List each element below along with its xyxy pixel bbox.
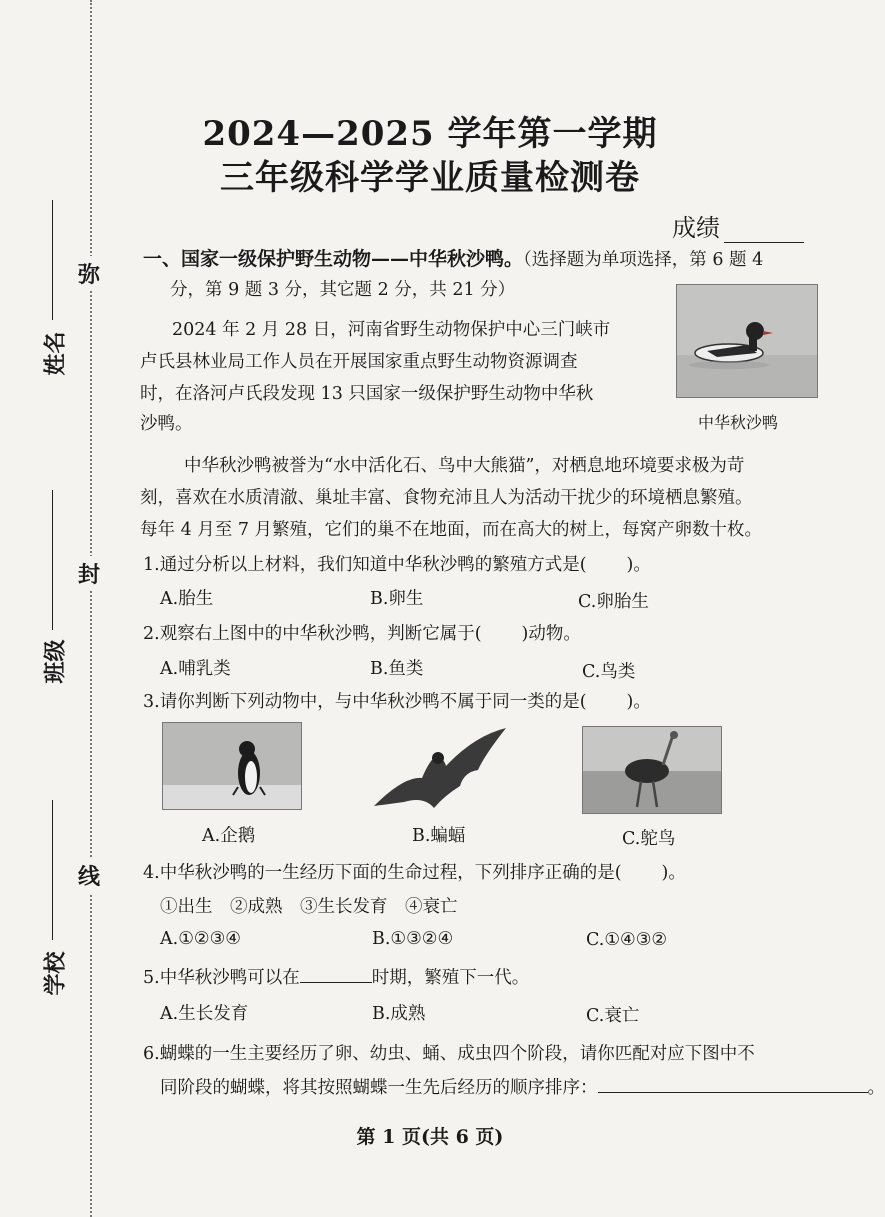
q4-option-a[interactable]: A.①②③④ [160,929,241,949]
seal-char-xian: 线 [78,858,100,893]
q6-end: 。 [867,1078,885,1098]
duck-photo-caption: 中华秋沙鸭 [698,413,779,432]
q4-stem-a: 4.中华秋沙鸭的一生经历下面的生命过程，下列排序正确的是( [143,863,622,883]
para1-line2: 卢氏县林业局工作人员在开展国家重点野生动物资源调查 [140,352,578,372]
section1-instructions-a: （选择题为单项选择，第 6 题 4 [523,250,764,270]
para1-line1: 2024 年 2 月 28 日，河南省野生动物保护中心三门峡市 [172,320,611,340]
duck-image [677,285,817,397]
penguin-photo [162,722,302,810]
para2-line2: 刻，喜欢在水质清澈、巢址丰富、食物充沛且人为活动干扰少的环境栖息繁殖。 [140,488,753,508]
q3-option-b[interactable]: B.蝙蝠 [412,826,466,846]
q6-line2-text: 同阶段的蝴蝶，将其按照蝴蝶一生先后经历的顺序排序： [160,1078,598,1098]
q5-answer-blank[interactable] [300,966,372,983]
q5-option-c[interactable]: C.衰亡 [586,1006,640,1026]
q1-option-b[interactable]: B.卵生 [370,589,424,609]
page-title-line1: 2024—2025 学年第一学期 [202,114,658,154]
q2-stem [143,620,581,645]
page-number: 第 1 页(共 6 页) [356,1126,504,1148]
q5-stem [143,964,529,989]
q4-option-c[interactable]: C.①④③② [586,930,668,950]
q6-line2 [160,1074,885,1099]
q2-option-b[interactable]: B.鱼类 [370,659,424,679]
q4-option-b[interactable]: B.①③②④ [372,929,454,949]
q2-stem-a: 2.观察右上图中的中华秋沙鸭，判断它属于( [143,624,482,644]
penguin-image [163,723,301,809]
seal-char-feng: 封 [78,556,100,591]
q1-stem [143,551,651,576]
q1-stem-b: )。 [626,555,651,575]
q6-answer-blank[interactable] [598,1076,868,1093]
bat-photo [374,726,508,810]
seal-char-mi: 弥 [78,256,100,291]
q3-stem-a: 3.请你判断下列动物中，与中华秋沙鸭不属于同一类的是( [143,692,587,712]
duck-photo [676,284,818,398]
name-label: 姓名 [42,331,69,376]
ostrich-image [583,727,721,813]
q5-stem-b: 时期，繁殖下一代。 [371,968,530,988]
section1-heading: 一、国家一级保护野生动物——中华秋沙鸭。 [143,248,524,270]
para1-line3: 时，在洛河卢氏段发现 13 只国家一级保护野生动物中华秋 [140,384,594,404]
class-label: 班级 [42,639,69,684]
q5-option-b[interactable]: B.成熟 [372,1004,426,1024]
score-field [672,208,804,243]
q2-option-a[interactable]: A.哺乳类 [160,659,231,679]
q2-option-c[interactable]: C.鸟类 [582,662,636,682]
q5-option-a[interactable]: A.生长发育 [160,1004,249,1024]
q5-stem-a: 5.中华秋沙鸭可以在 [143,968,300,988]
q4-stages: ①出生 ②成熟 ③生长发育 ④衰亡 [160,897,458,917]
page-title-line2: 三年级科学学业质量检测卷 [220,158,640,198]
para2-line1: 中华秋沙鸭被誉为“水中活化石、鸟中大熊猫”，对栖息地环境要求极为苛 [184,456,745,476]
ostrich-photo [582,726,722,814]
score-label: 成绩 [672,214,720,242]
score-blank[interactable] [724,220,804,243]
q3-stem-b: )。 [626,692,651,712]
q3-option-c[interactable]: C.鸵鸟 [622,829,676,849]
school-blank[interactable] [52,800,53,940]
name-blank[interactable] [52,200,53,320]
para2-line3: 每年 4 月至 7 月繁殖，它们的巢不在地面，而在高大的树上，每窝产卵数十枚。 [140,520,763,540]
q2-stem-b: )动物。 [521,624,581,644]
q6-line1: 6.蝴蝶的一生主要经历了卵、幼虫、蛹、成虫四个阶段，请你匹配对应下图中不 [143,1044,755,1064]
q4-stem-b: )。 [661,863,686,883]
bat-image [374,726,508,810]
para1-line4: 沙鸭。 [140,414,193,434]
q1-option-c[interactable]: C.卵胎生 [578,592,649,612]
section1-instructions-b: 分，第 9 题 3 分，其它题 2 分，共 21 分） [170,280,516,300]
q4-stem [143,859,686,884]
q3-stem [143,688,651,713]
school-label: 学校 [42,951,69,996]
q1-option-a[interactable]: A.胎生 [160,589,214,609]
class-blank[interactable] [52,490,53,630]
section1-heading-line [143,244,763,271]
q1-stem-a: 1.通过分析以上材料，我们知道中华秋沙鸭的繁殖方式是( [143,555,587,575]
q3-option-a[interactable]: A.企鹅 [202,826,256,846]
